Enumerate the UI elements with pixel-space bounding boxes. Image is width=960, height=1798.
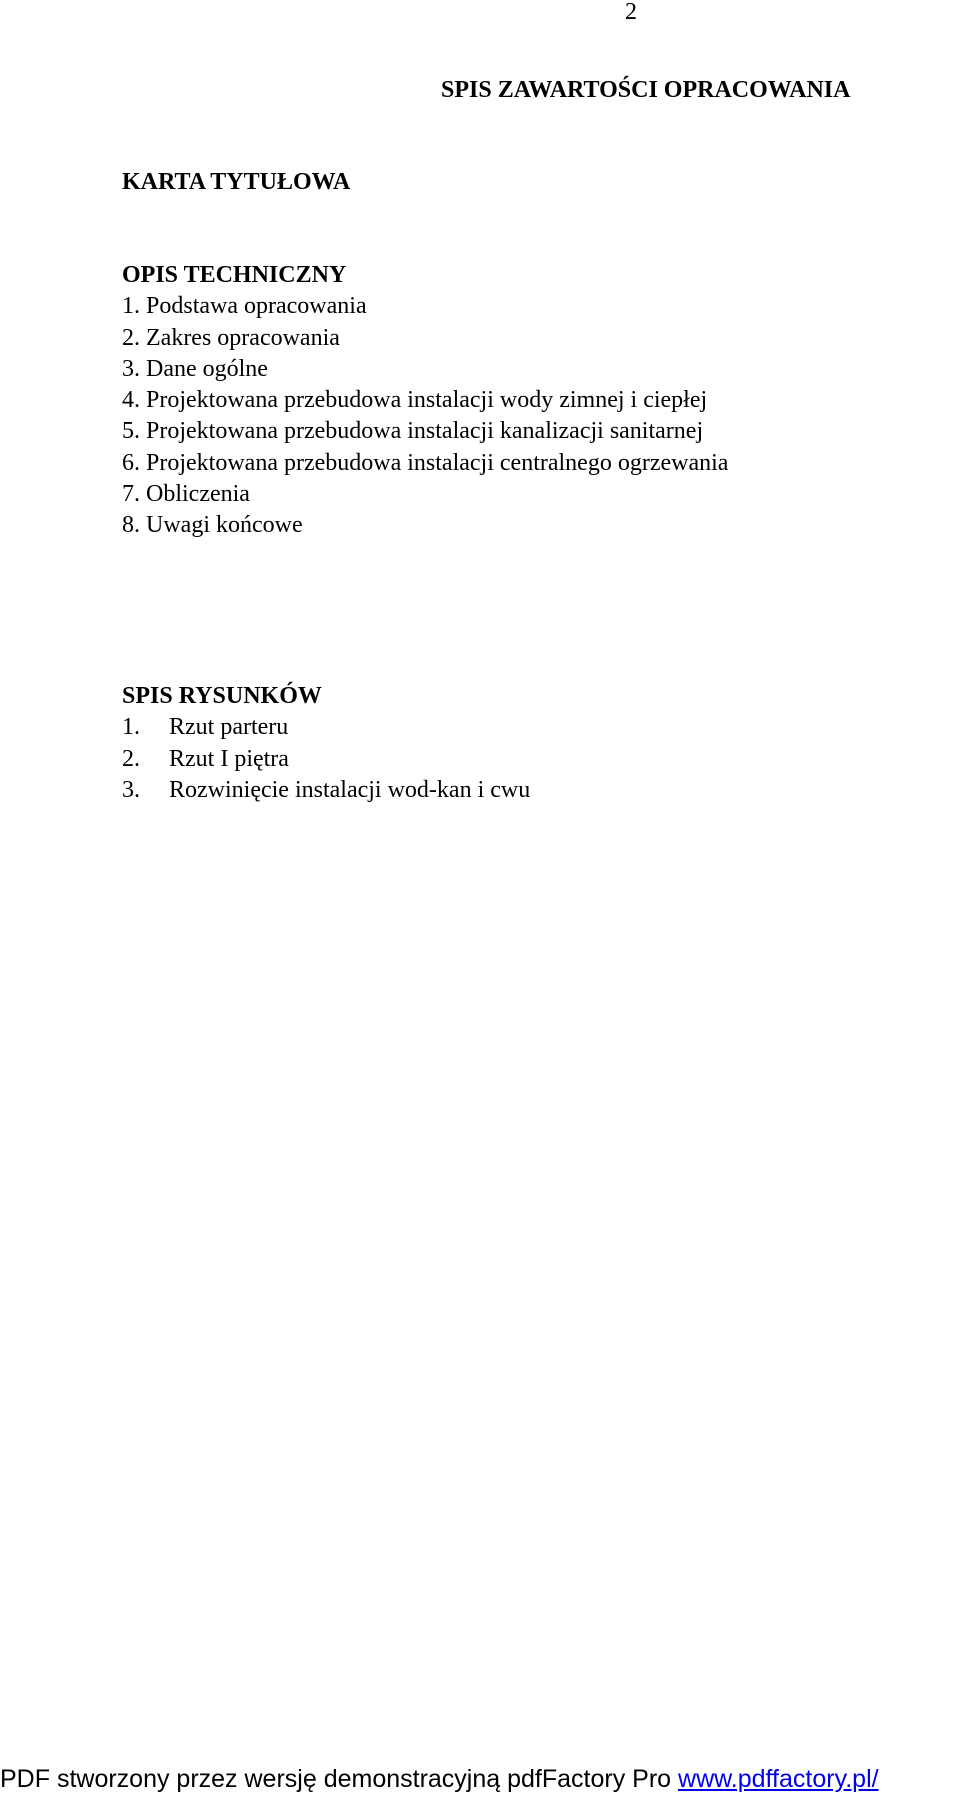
section-opis-techniczny <box>122 260 728 542</box>
section-heading: KARTA TYTUŁOWA <box>122 169 351 195</box>
list-item: 7. Obliczenia <box>122 481 250 508</box>
list-item: 6. Projektowana przebudowa instalacji centralnego ogrzewania <box>122 449 729 476</box>
section-heading: SPIS RYSUNKÓW <box>122 683 322 709</box>
list-item-number: 1. <box>122 714 140 741</box>
list-item: 5. Projektowana przebudowa instalacji kanalizacji sanitarnej <box>122 418 704 445</box>
document-title: SPIS ZAWARTOŚCI OPRACOWANIA <box>441 77 851 103</box>
list-item: 3. Dane ogólne <box>122 355 268 382</box>
list-item-text: Rzut parteru <box>169 714 289 741</box>
list-item-text: Rzut I piętra <box>169 745 289 772</box>
list-item-number: 2. <box>122 745 140 772</box>
footer-text: PDF stworzony przez wersję demonstracyjną pdfFactory Pro <box>0 1765 679 1793</box>
footer-link[interactable]: www.pdffactory.pl/ <box>678 1765 879 1793</box>
page-number: 2 <box>625 0 637 25</box>
list-item <box>122 744 530 775</box>
section-heading: OPIS TECHNICZNY <box>122 262 347 288</box>
list-item: 8. Uwagi końcowe <box>122 512 303 539</box>
list-item: 4. Projektowana przebudowa instalacji wody zimnej i ciepłej <box>122 387 708 414</box>
list-item <box>122 775 530 806</box>
pdf-footer <box>0 1763 960 1795</box>
section-spis-rysunkow <box>122 681 530 806</box>
list-item-text: Rozwinięcie instalacji wod-kan i cwu <box>169 776 531 803</box>
section-karta-tytulowa <box>122 167 350 198</box>
list-item <box>122 712 530 743</box>
list-item: 1. Podstawa opracowania <box>122 293 367 320</box>
list-item: 2. Zakres opracowania <box>122 324 340 351</box>
list-item-number: 3. <box>122 776 140 803</box>
